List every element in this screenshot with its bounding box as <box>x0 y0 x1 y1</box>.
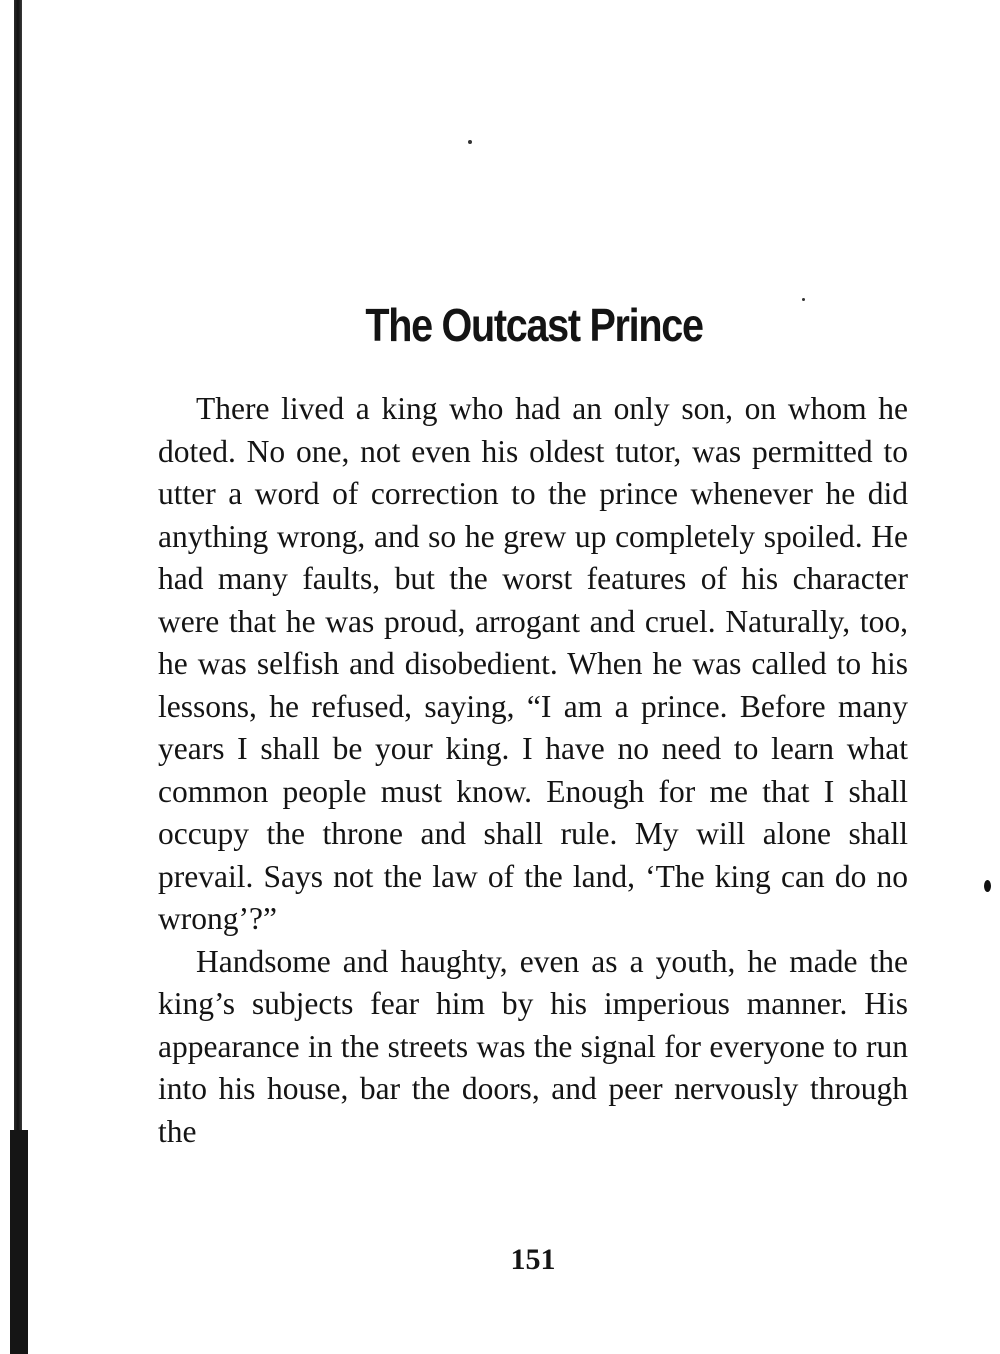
print-speck <box>984 880 991 892</box>
paragraph-1: There lived a king who had an only son, on whom he doted. No one, not even his oldest tutor, was permitted to utter a word of correction to the prince whenever he did anything wrong, and so he grew up completely spoiled. He had many faults, but the worst features of his character were that he was proud, arrogant and cruel. Naturally, too, he was selfish and disobedient. When he was called to his lessons, he refused, saying, “I am a prince. Before many years I shall be your king. I have no need to learn what common people must know. Enough for me that I shall occupy the throne and shall rule. My will alone shall prevail. Says not the law of the land, ‘The king can do no wrong’?” <box>158 391 908 936</box>
paragraph-2: Handsome and haughty, even as a youth, he made the king’s subjects fear him by his imperious manner. His appearance in the streets was the signal for everyone to run into his house, bar the doors, and peer nervously through the <box>158 943 908 1149</box>
binding-edge-shadow <box>10 1130 28 1354</box>
body-text <box>158 388 908 1153</box>
print-speck <box>468 140 472 144</box>
chapter-title: The Outcast Prince <box>365 299 703 351</box>
page-number: 151 <box>510 1243 556 1276</box>
